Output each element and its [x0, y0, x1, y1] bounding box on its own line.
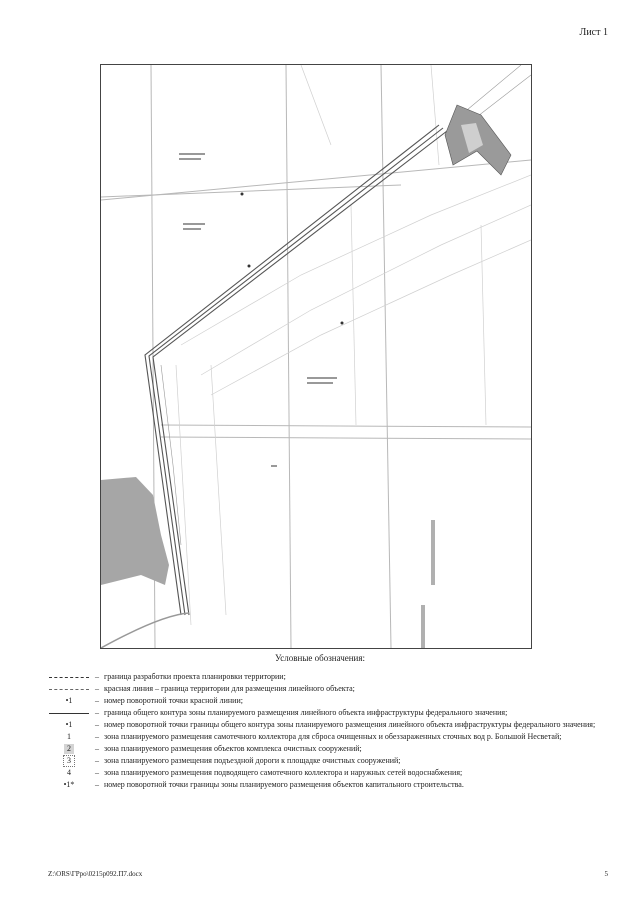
planning-boundary-symbol: [48, 672, 90, 682]
legend-text: зона планируемого размещения подъездной дороги к площадке очистных сооружений;: [104, 756, 401, 765]
legend-text: граница общего контура зоны планируемого размещения линейного объекта инфраструктуры федерального значения;: [104, 708, 508, 717]
legend-text: зона планируемого размещения подводящего самотечного коллектора и наружных сетей водоснабжения;: [104, 768, 463, 777]
legend-symbol: 2: [48, 744, 90, 754]
planning-map: [100, 64, 532, 649]
legend-symbol: •1: [65, 696, 73, 705]
legend-symbol: 3: [48, 756, 90, 766]
page-number: 5: [604, 870, 608, 878]
legend-item: – красная линия – граница территории для размещения линейного объекта;: [48, 684, 608, 694]
red-line-symbol: [48, 684, 90, 694]
map-drawing: [101, 65, 531, 648]
sheet-label: Лист 1: [579, 27, 608, 38]
legend-item: •1 – номер поворотной точки границы общего контура зоны планируемого размещения линейного объекта инфраструктуры федерального значения;: [48, 720, 608, 730]
zone-contour-symbol: [48, 708, 90, 718]
legend-item: •1* – номер поворотной точки границы зоны планируемого размещения объектов капитального строительства.: [48, 780, 608, 790]
legend-text: номер поворотной точки границы общего контура зоны планируемого размещения линейного объекта инфраструктуры федерального значения;: [104, 720, 596, 729]
legend-text: зона планируемого размещения объектов комплекса очистных сооружений;: [104, 744, 362, 753]
legend-item: 1 – зона планируемого размещения самотечного коллектора для сброса очищенных и обеззараженных сточных вод р. Большой Несветай;: [48, 732, 608, 742]
legend-text: граница разработки проекта планировки территории;: [104, 672, 286, 681]
legend-title: Условные обозначения:: [274, 653, 365, 663]
legend-symbol: 1: [67, 732, 71, 741]
legend-text: номер поворотной точки красной линии;: [104, 696, 243, 705]
legend-item: 4 – зона планируемого размещения подводящего самотечного коллектора и наружных сетей водоснабжения;: [48, 768, 608, 778]
legend-symbol: •1*: [63, 780, 75, 789]
legend: [48, 672, 608, 792]
file-name: Z:\ORS\ГPpo\0215p092.П7.docx: [48, 870, 143, 878]
legend-item: 2 – зона планируемого размещения объектов комплекса очистных сооружений;: [48, 744, 608, 754]
legend-item: – граница разработки проекта планировки территории;: [48, 672, 608, 682]
legend-item: – граница общего контура зоны планируемого размещения линейного объекта инфраструктуры федерального значения;: [48, 708, 608, 718]
legend-text: красная линия – граница территории для размещения линейного объекта;: [104, 684, 355, 693]
legend-item: •1 – номер поворотной точки красной линии;: [48, 696, 608, 706]
legend-symbol: •1: [65, 720, 73, 729]
legend-symbol: 4: [67, 768, 71, 777]
legend-text: зона планируемого размещения самотечного коллектора для сброса очищенных и обеззараженных сточных вод р. Большой Несветай;: [104, 732, 562, 741]
legend-text: номер поворотной точки границы зоны планируемого размещения объектов капитального строительства.: [104, 780, 464, 789]
legend-item: 3 – зона планируемого размещения подъездной дороги к площадке очистных сооружений;: [48, 756, 608, 766]
